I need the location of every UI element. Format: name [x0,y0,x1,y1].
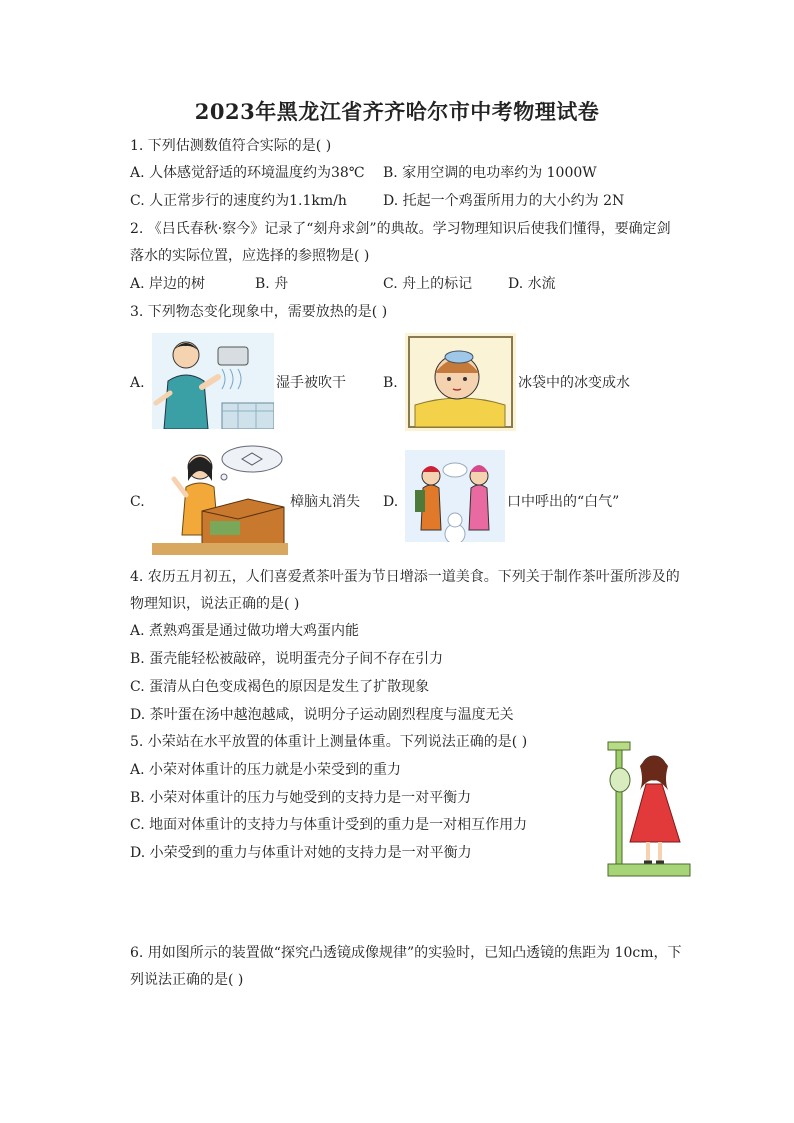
body-scale-image [606,740,692,880]
q4-option-c: C. 蛋清从白色变成褐色的原因是发生了扩散现象 [130,679,430,695]
q2-option-a: A. 岸边的树 [130,276,206,292]
q1-option-b: B. 家用空调的电功率约为 1000W [383,165,597,181]
q2-option-d: D. 水流 [508,276,556,292]
q3-option-a-letter: A. [130,375,145,391]
q5-option-c: C. 地面对体重计的支持力与体重计受到的重力是一对相互作用力 [130,817,528,833]
q3-option-b-text: 冰袋中的冰变成水 [518,375,630,391]
q5-option-a: A. 小荣对体重计的压力就是小荣受到的重力 [130,762,402,778]
q4-option-a: A. 煮熟鸡蛋是通过做功增大鸡蛋内能 [130,623,360,639]
q2-option-b: B. 舟 [255,276,289,292]
q2-option-c: C. 舟上的标记 [383,276,473,292]
q1-option-d: D. 托起一个鸡蛋所用力的大小约为 2N [383,193,625,209]
q4-stem-line1: 4. 农历五月初五，人们喜爱煮茶叶蛋为节日增添一道美食。下列关于制作茶叶蛋所涉及的 [130,569,680,585]
q3-option-b-letter: B. [383,375,398,391]
q5-stem: 5. 小荣站在水平放置的体重计上测量体重。下列说法正确的是( ) [130,734,528,750]
q6-stem-line1: 6. 用如图所示的装置做“探究凸透镜成像规律”的实验时，已知凸透镜的焦距为 10cm，下 [130,945,682,961]
q4-stem-line2: 物理知识，说法正确的是( ) [130,596,300,612]
q6-stem-line2: 列说法正确的是( ) [130,972,244,988]
q5-option-b: B. 小荣对体重计的压力与她受到的支持力是一对平衡力 [130,790,472,806]
q3-option-a-text: 湿手被吹干 [276,375,346,391]
q4-option-d: D. 茶叶蛋在汤中越泡越咸，说明分子运动剧烈程度与温度无关 [130,707,514,723]
q4-option-b: B. 蛋壳能轻松被敲碎，说明蛋壳分子间不存在引力 [130,651,444,667]
q1-option-c: C. 人正常步行的速度约为1.1km/h [130,193,347,209]
q3-option-d-letter: D. [383,494,399,510]
q5-option-d: D. 小荣受到的重力与体重计对她的支持力是一对平衡力 [130,845,472,861]
camphor-box-image [152,445,288,555]
q3-option-c-text: 樟脑丸消失 [290,494,360,510]
winter-breath-image [405,450,505,552]
q3-option-d-text: 口中呼出的“白气” [507,494,620,510]
q1-option-a: A. 人体感觉舒适的环境温度约为38℃ [130,165,365,181]
hand-dryer-image [152,333,274,429]
q3-option-c-letter: C. [130,494,145,510]
q2-stem-line1: 2. 《吕氏春秋·察今》记录了“刻舟求剑”的典故。学习物理知识后使我们懂得，要确定剑 [130,221,671,237]
q2-stem-line2: 落水的实际位置，应选择的参照物是( ) [130,248,370,264]
ice-bag-image [405,333,516,431]
q1-stem: 1. 下列估测数值符合实际的是( ) [130,138,332,154]
q3-stem: 3. 下列物态变化现象中，需要放热的是( ) [130,304,388,320]
exam-title: 2023年黑龙江省齐齐哈尔市中考物理试卷 [194,99,600,124]
